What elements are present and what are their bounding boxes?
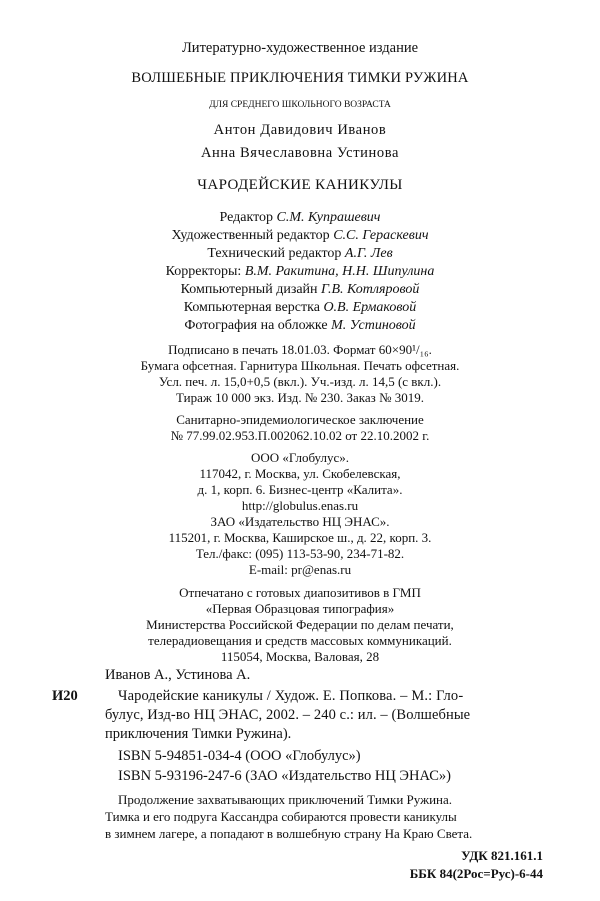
- publisher-email[interactable]: E-mail: pr@enas.ru: [248, 562, 352, 577]
- publisher-line: Тел./факс: (095) 113-53-90, 234-71-82.: [195, 546, 405, 561]
- credit-cover-photo: Фотография на обложке М. Устиновой: [184, 318, 416, 333]
- credit-art-editor: Художественный редактор С.С. Гераскевич: [171, 228, 429, 243]
- publisher-line: ООО «Глобулус».: [251, 450, 349, 465]
- publisher-line: 117042, г. Москва, ул. Скобелевская,: [199, 466, 401, 481]
- credit-tech-editor: Технический редактор А.Г. Лев: [207, 246, 393, 261]
- print-info-line: Бумага офсетная. Гарнитура Школьная. Печать офсетная.: [140, 358, 460, 373]
- printer-line: телерадиовещания и средств массовых коммуникаций.: [148, 633, 452, 648]
- printer-line: 115054, Москва, Валовая, 28: [220, 649, 380, 664]
- author-2: Анна Вячеславовна Устинова: [200, 145, 399, 161]
- printer-line: Отпечатано с готовых диапозитивов в ГМП: [179, 585, 421, 600]
- publisher-line: д. 1, корп. 6. Бизнес-центр «Калита».: [197, 482, 403, 497]
- publication-type: Литературно-художественное издание: [181, 40, 419, 56]
- annotation-line: Тимка и его подруга Кассандра собираются провести каникулы: [105, 809, 457, 824]
- publisher-line: ЗАО «Издательство НЦ ЭНАС».: [210, 514, 390, 529]
- age-group: ДЛЯ СРЕДНЕГО ШКОЛЬНОГО ВОЗРАСТА: [209, 100, 391, 110]
- catalog-code: И20: [52, 688, 78, 704]
- catalog-description: приключения Тимки Ружина).: [105, 726, 292, 742]
- author-1: Антон Давидович Иванов: [213, 122, 387, 138]
- credit-layout: Компьютерная верстка О.В. Ермаковой: [183, 300, 417, 315]
- credit-proofreaders: Корректоры: В.М. Ракитина, Н.Н. Шипулина: [165, 264, 435, 279]
- publisher-link[interactable]: http://globulus.enas.ru: [241, 498, 359, 513]
- catalog-description: Чародейские каникулы / Худож. Е. Попкова. – М.: Гло-: [118, 688, 464, 704]
- credit-design: Компьютерный дизайн Г.В. Котляровой: [180, 282, 420, 297]
- publisher-line: 115201, г. Москва, Каширское ш., д. 22, корп. 3.: [168, 530, 432, 545]
- credit-editor: Редактор С.М. Купрашевич: [219, 210, 381, 225]
- annotation-line: в зимнем лагере, а попадают в волшебную страну На Краю Света.: [105, 826, 473, 841]
- sanitary-line: № 77.99.02.953.П.002062.10.02 от 22.10.2002 г.: [170, 428, 430, 443]
- isbn-line: ISBN 5-93196-247-6 (ЗАО «Издательство НЦ ЭНАС»): [118, 768, 451, 784]
- catalog-authors: Иванов А., Устинова А.: [105, 667, 251, 683]
- isbn-line: ISBN 5-94851-034-4 (ООО «Глобулус»): [118, 748, 361, 764]
- print-info-line: Усл. печ. л. 15,0+0,5 (вкл.). Уч.-изд. л. 14,5 (с вкл.).: [158, 374, 442, 389]
- sanitary-line: Санитарно-эпидемиологическое заключение: [176, 412, 424, 427]
- udk-code: УДК 821.161.1: [461, 848, 543, 863]
- bbk-code: ББК 84(2Рос=Рус)-6-44: [409, 866, 543, 881]
- book-title: ЧАРОДЕЙСКИЕ КАНИКУЛЫ: [197, 177, 403, 193]
- print-info-line: Подписано в печать 18.01.03. Формат 60×90¹/₁₆.: [168, 342, 432, 357]
- printer-line: Министерства Российской Федерации по делам печати,: [146, 617, 454, 632]
- annotation-line: Продолжение захватывающих приключений Тимки Ружина.: [118, 792, 453, 807]
- printer-line: «Первая Образцовая типография»: [205, 601, 395, 616]
- print-info-line: Тираж 10 000 экз. Изд. № 230. Заказ № 3019.: [176, 390, 424, 405]
- series-title: ВОЛШЕБНЫЕ ПРИКЛЮЧЕНИЯ ТИМКИ РУЖИНА: [131, 70, 469, 86]
- catalog-description: булус, Изд-во НЦ ЭНАС, 2002. – 240 с.: ил. – (Волшебные: [105, 707, 471, 723]
